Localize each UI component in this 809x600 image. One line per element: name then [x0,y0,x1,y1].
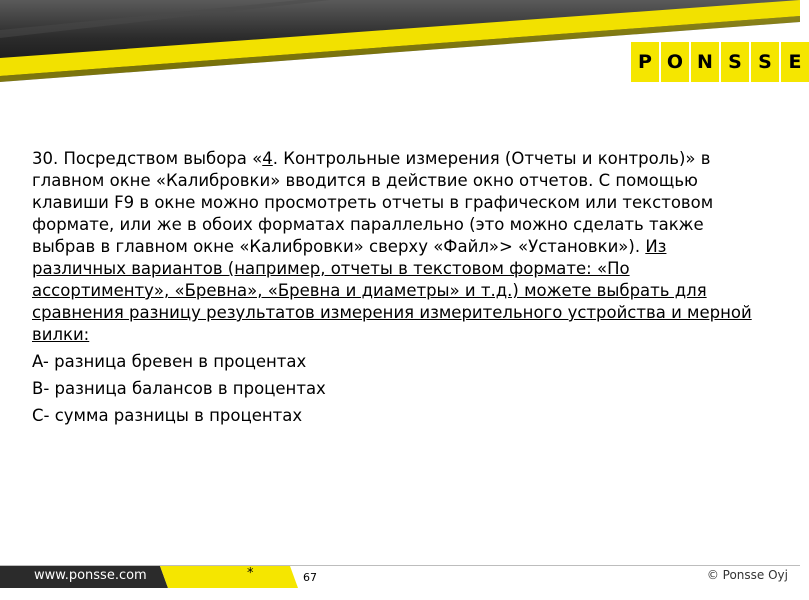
answer-option-c: C- сумма разницы в процентах [32,406,303,425]
page-number: 67 [303,571,317,584]
logo-letter: P [631,42,659,82]
answer-option-a: A- разница бревен в процентах [32,352,307,371]
slide-body [32,148,762,427]
question-underlined-part: Из различных вариантов (например, отчеты в текстовом формате: «По ассортименту», «Бревна», «Бревна и диаметры» и т.д.) можете выбрать для сравнения разницу результатов измерения измерительного устройства и мерной вилки: [32,237,752,344]
logo-letter: S [751,42,779,82]
question-part: 30. Посредством выбора « [32,149,263,168]
ponsse-logo [631,42,809,82]
logo-letter: S [721,42,749,82]
header-band [0,0,800,95]
logo-letter: E [781,42,809,82]
copyright: © Ponsse Oyj [706,568,788,582]
footer-star: * [247,566,254,581]
question-item-number: 4 [262,149,273,168]
footer-url[interactable]: www.ponsse.com [34,568,147,583]
question-part: . Контрольные измерения (Отчеты и контроль)» в главном окне «Калибровки» вводится в действие окно отчетов. С помощью клавиши F9 в окне можно просмотреть отчеты в графическом или текстовом формате, или же в обоих форматах параллельно (это можно сделать также выбрав в главном окне «Калибровки» сверху «Файл»> «Установки»). [32,149,714,256]
answer-option-b: B- разница балансов в процентах [32,379,326,398]
question-text [32,148,762,346]
logo-letter: O [661,42,689,82]
logo-letter: N [691,42,719,82]
